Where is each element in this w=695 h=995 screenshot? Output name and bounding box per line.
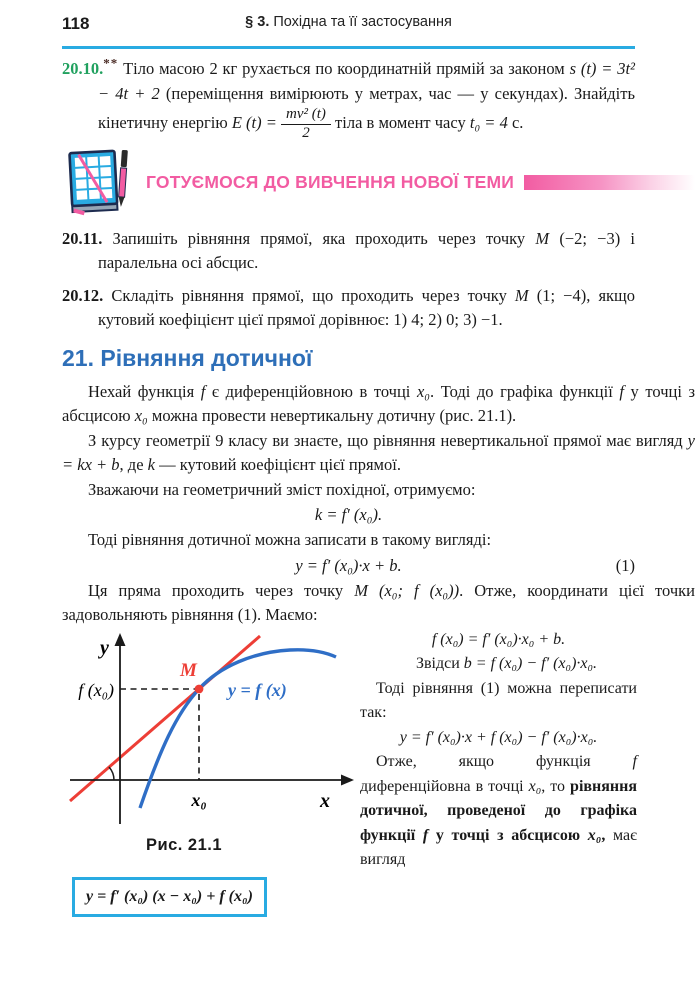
problem-text: с. [507, 113, 524, 133]
fraction-denominator: 2 [302, 125, 310, 142]
problem-text: (переміщення вимірюють у метрах, час — у секундах). Знайдіть кінетичну енергію [98, 83, 635, 133]
point-m-label: M [180, 659, 197, 681]
problem-20-10 [62, 57, 635, 143]
var-x0: x₀ [528, 777, 542, 795]
problem-text: (1; −4), якщо кутовий коефіцієнт цієї прямої дорівнює: 1) 4; 2) 0; 3) −1. [98, 285, 636, 329]
point-m-dot [195, 684, 204, 693]
problem-number: 20.10. [62, 59, 104, 78]
problem-number: 20.12. [62, 285, 104, 305]
equation-b [62, 652, 637, 677]
page-number: 118 [62, 14, 90, 33]
problem-text: (−2; −3) і паралельна осі абсцис. [98, 228, 635, 272]
equation-fx0: f (x₀) = f′ (x₀)·x₀ + b. [431, 630, 566, 648]
var-k: k [147, 455, 155, 474]
chapter-title [62, 14, 635, 30]
curve-equation-label: y = f (x) [228, 679, 287, 700]
tangent-equation-box: y = f′ (x₀) (x − x₀) + f (x₀) [72, 877, 267, 917]
problem-text: тіла в момент часу [330, 113, 470, 133]
problem-text: Запишіть рівняння прямої, яка проходить через точку [112, 228, 536, 248]
text: — кутовий коефіцієнт цієї прямої. [154, 455, 401, 474]
banner-label: ГОТУЄМОСЯ ДО ВИВЧЕННЯ НОВОЇ ТЕМИ [146, 172, 515, 192]
point-m-coords: M (x₀; f (x₀)) [354, 580, 460, 600]
x0-label: x₀ [191, 789, 207, 810]
var-f: f [422, 826, 429, 844]
paragraph-3: Зважаючи на геометричний зміст похідної, отримуємо: [88, 479, 476, 499]
paragraph-1 [62, 380, 695, 429]
text: . Отже, координати цієї точки задовольняють рівняння (1). Маємо: [62, 580, 695, 624]
point-m: M [535, 228, 550, 248]
text: має вигляд [360, 826, 638, 868]
bold-text: рівняння дотичної, проведеної до графіка функції [360, 777, 637, 844]
formula-time: t₀ = 4 [469, 113, 508, 133]
difficulty-stars: ** [103, 55, 119, 71]
banner-gradient-bar [524, 175, 695, 190]
text: Нехай функція [88, 381, 201, 401]
fraction-numerator: mv² (t) [281, 106, 331, 125]
fraction [281, 106, 331, 143]
equation-tangent-expanded: y = f′ (x₀)·x + f (x₀) − f′ (x₀)·x₀. [399, 728, 598, 746]
var-x0: x₀ [416, 381, 431, 401]
var-x0: x₀ [587, 826, 602, 844]
prep-banner [60, 147, 695, 219]
equation-k: k = f′ (x₀). [314, 505, 383, 524]
text: , то [541, 777, 571, 795]
text: . Тоді до графіка функції [430, 381, 620, 401]
text: Звідси [415, 655, 464, 672]
page-header [62, 14, 635, 40]
formula-line: y = kx + b [62, 430, 695, 474]
text: диференційовна в точці [360, 777, 529, 795]
header-rule [62, 46, 635, 49]
paragraph-6: Тоді рівняння (1) можна переписати так: [360, 679, 637, 721]
x-axis-arrow [341, 774, 354, 785]
chapter-number: § 3. [245, 14, 270, 30]
paragraph-4: Тоді рівняння дотичної можна записати в такому вигляді: [88, 530, 492, 549]
var-f: f [200, 381, 206, 401]
paragraph-2 [62, 429, 695, 478]
var-f: f [632, 753, 637, 770]
text: , де [119, 455, 148, 474]
problem-text: Складіть рівняння прямої, що проходить через точку [111, 285, 515, 305]
y-axis-label: y [100, 636, 109, 659]
section-heading: 21. Рівняння дотичної [62, 344, 313, 371]
fx0-label: f (x₀) [78, 679, 114, 700]
formula-energy-lhs: E (t) = [231, 113, 282, 133]
problem-20-12 [62, 284, 635, 333]
text: у точці з абсцисою [62, 381, 695, 425]
equation-number: (1) [615, 555, 635, 575]
notebook-pen-icon [60, 147, 136, 219]
equation-formula: b = f (x₀) − f′ (x₀)·x₀. [463, 655, 598, 672]
formula-motion-law: s (t) = 3t² − 4t + 2 [98, 59, 635, 103]
var-f: f [619, 381, 624, 401]
bold-text: у точці з абсцисою [428, 826, 588, 844]
x-axis-label: x [320, 789, 330, 812]
figure-caption: Рис. 21.1 [145, 835, 223, 854]
angle-arc [109, 767, 114, 780]
text: Отже, якщо функція [376, 753, 633, 770]
text: є диференційовною в точці [205, 381, 417, 401]
bold-text: , [601, 826, 606, 844]
chapter-name: Похідна та її застосування [273, 14, 452, 30]
problem-20-11 [62, 227, 635, 276]
problem-number: 20.11. [62, 228, 103, 248]
paragraph-5 [62, 579, 695, 628]
text: Ця пряма проходить через точку [88, 580, 355, 600]
text: можна провести невертикальну дотичну (рис. 21.1). [147, 406, 517, 425]
text: З курсу геометрії 9 класу ви знаєте, що рівняння невертикальної прямої має вигляд [88, 430, 688, 450]
point-m: M [514, 285, 529, 305]
var-x0: x₀ [134, 406, 148, 425]
equation-formula: y = f′ (x₀)·x + b. [295, 555, 402, 575]
problem-text: Тіло масою 2 кг рухається по координатній прямій за законом [123, 59, 570, 78]
equation-1 [62, 553, 635, 579]
